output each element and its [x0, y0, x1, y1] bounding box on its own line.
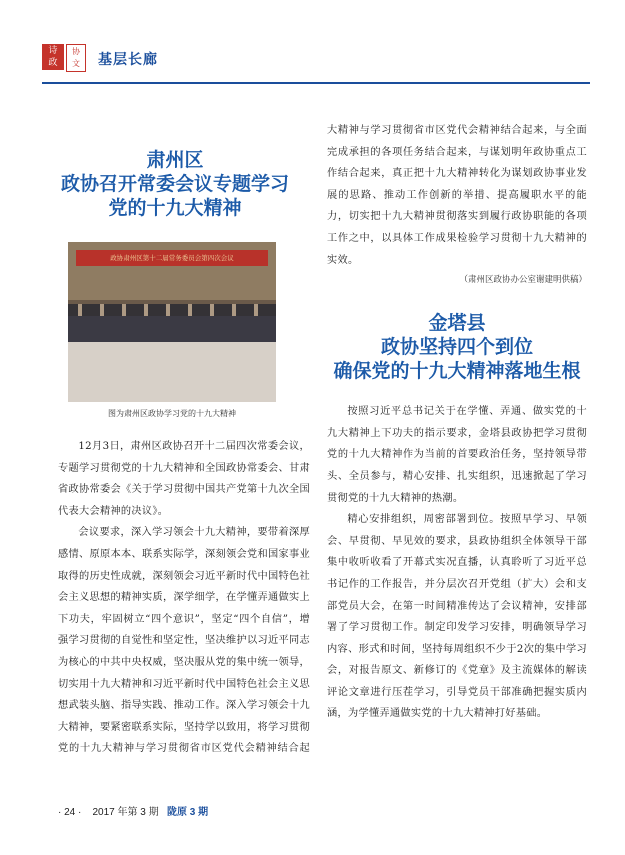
meeting-photo [68, 242, 276, 402]
photo-foreground [68, 342, 276, 402]
logo-seal-left [42, 44, 64, 70]
headline-line: 确保党的十九大精神落地生根 [333, 360, 581, 383]
magazine-name: 陇原 3 期 [166, 807, 209, 818]
logo-char: 协 [72, 47, 80, 56]
article1-credit: （肃州区政协办公室谢建明供稿） [459, 275, 587, 286]
article1-headline-block [42, 108, 308, 220]
photo-caption: 图为肃州区政协学习党的十九大精神 [108, 409, 236, 418]
article2-headline-block [327, 311, 587, 383]
headline-line: 金塔县 [428, 312, 486, 335]
article2-paragraph-2: 精心安排组织，周密部署到位。按照早学习、早领会、早贯彻、早见效的要求，县政协组织全体领导干部集中收听收看了开幕式实况直播，认真聆听了习近平总书记作的工作报告，并分层次召开党组（扩大）会和支部党员大会，在第一时间精准传达了会议精神，安排部署了学习贯彻工作。制定印发学习安排，明确领导学习内容、形式和时间，坚持每周组织不少于2次的集中学习会，对报告原文、新修订的《党章》及主流媒体的解读评论文章进行压茬学习，引导党员干部准确把握实质内涵，为学懂弄通做实党的十九大精神打好基础。 [327, 514, 587, 720]
page-footer [58, 803, 208, 818]
magazine-logo [42, 42, 86, 72]
article1-paragraph-2: 会议要求，深入学习领会十九大精神，要带着深厚感情、原原本本、联系实际学，深刻领会党和国家事业取得的历史性成就，深刻领会习近平新时代中国特色社会主义思想的精神实质，深学细学，在学懂弄通做实上下功夫，牢固树立“四个意识”，坚定“四个自信”，增强学习贯彻的自觉性和坚定性，坚决维护以习近平同志为核心的中共中央权威，坚决服从党的集中统一领导，切实用十九大精神和习近平新时代中国特色社会主义思想武装头脑、指导实践、推动工作。深入学习领会十九大精神，要紧密联系实际，坚持学以致用，将学习贯彻党的十九大精神与学习贯彻省市区党代会精神结合起 [58, 527, 310, 755]
issue-label: 2017 年第 3 期 [92, 807, 159, 818]
section-title: 基层长廊 [98, 52, 158, 68]
logo-char: 政 [48, 58, 58, 68]
headline-line: 政协召开常委会议专题学习 [60, 173, 289, 195]
article1-continued: 大精神与学习贯彻省市区党代会精神结合起来，与全面完成承担的各项任务结合起来，与谋划明年政协重点工作结合起来，真正把十九大精神转化为谋划政协事业发展的思路、推动工作创新的举措、提高履职水平的能力，切实把十九大精神贯彻落实到履行政协职能的各项工作之中，以具体工作成果检验学习贯彻十九大精神的实效。 [327, 125, 587, 266]
logo-seal-right [66, 44, 86, 72]
headline-line: 政协坚持四个到位 [380, 336, 533, 359]
header-divider [42, 82, 590, 84]
article1-paragraph-1: 12月3日，肃州区政协召开十二届四次常委会议，专题学习贯彻党的十九大精神和全国政协常委会、甘肃省政协常委会《关于学习贯彻中国共产党第十九次全国代表大会精神的决议》。 [58, 441, 310, 517]
page-number: · 24 · [58, 807, 82, 818]
article1-body [58, 436, 310, 760]
headline-line: 党的十九大精神 [108, 197, 242, 219]
article2-headline [327, 311, 587, 383]
headline-line: 肃州区 [146, 149, 204, 171]
page-header [42, 42, 602, 74]
right-column [327, 120, 587, 725]
article2-paragraph-1: 按照习近平总书记关于在学懂、弄通、做实党的十九大精神上下功夫的指示要求，金塔县政协把学习贯彻党的十九大精神作为当前的首要政治任务，坚持领导带头、全员参与，精心安排、扎实组织，迅速掀起了学习贯彻党的十九大精神的热潮。 [327, 406, 587, 504]
photo-banner: 政协肃州区第十二届常务委员会第四次会议 [76, 250, 268, 266]
article1-headline [42, 148, 308, 220]
logo-char: 文 [72, 59, 80, 68]
logo-char: 诗 [48, 46, 58, 56]
